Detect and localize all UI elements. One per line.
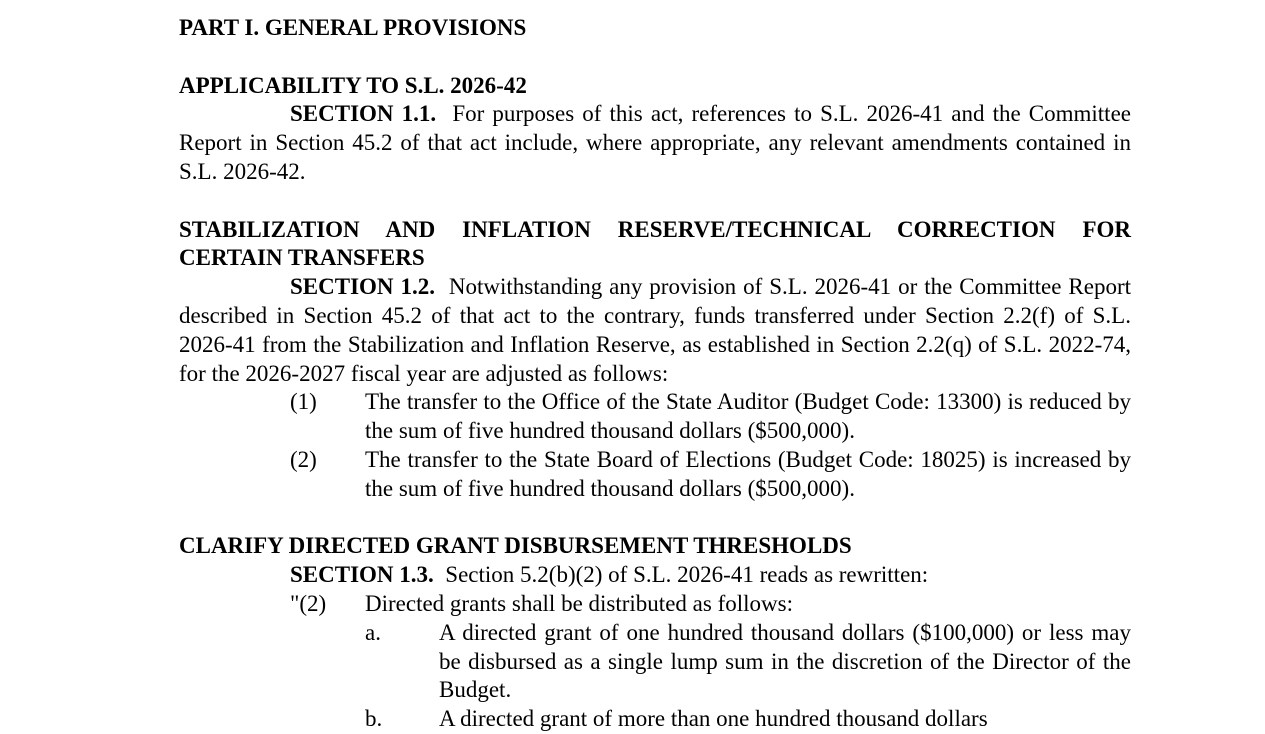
section-1-3-paragraph <box>179 561 1131 590</box>
section-1-2-paragraph <box>179 273 1131 388</box>
section-heading-directed-grants: CLARIFY DIRECTED GRANT DISBURSEMENT THRESHOLDS <box>179 533 852 559</box>
sub-list-item <box>365 705 1131 734</box>
list-item-text: The transfer to the Office of the State Auditor (Budget Code: 13300) is reduced by the sum of five hundred thousand dollars ($500,000). <box>365 389 1131 444</box>
document-page <box>179 14 1131 734</box>
section-heading-applicability: APPLICABILITY TO S.L. 2026-42 <box>179 72 527 98</box>
section-label: SECTION 1.3. <box>290 562 434 588</box>
section-text: Notwithstanding any provision of S.L. 2026-41 or the Committee Report described in Section 45.2 of that act to the contrary, funds transferred under Section 2.2(f) of S.L. 2026-41 from the Stabilization and Inflation Reserve, as established in Section 2.2(q) of S.L. 2022-74, for the 2026-2027 fiscal year are adjusted as follows: <box>179 274 1131 386</box>
section-label: SECTION 1.2. <box>290 274 435 300</box>
sub-list-item-text: A directed grant of one hundred thousand dollars ($100,000) or less may be disbursed as a single lump sum in the discretion of the Director of the Budget. <box>439 619 1131 703</box>
sub-list-item-letter: a. <box>365 619 381 645</box>
section-text: For purposes of this act, references to S.L. 2026-41 and the Committee Report in Section 45.2 of that act include, where appropriate, any relevant amendments contained in S.L. 2026-42. <box>179 101 1131 184</box>
list-item-number: (1) <box>290 389 317 415</box>
part-title: PART I. GENERAL PROVISIONS <box>179 15 527 40</box>
quoted-list-item <box>290 590 1131 619</box>
list-item-number: (2) <box>290 446 317 472</box>
list-item-number: "(2) <box>290 590 327 616</box>
section-label: SECTION 1.1. <box>290 101 437 127</box>
list-item <box>290 446 1131 504</box>
list-item-text: The transfer to the State Board of Elections (Budget Code: 18025) is increased by the sum of five hundred thousand dollars ($500,000). <box>365 446 1131 501</box>
sub-list-item-letter: b. <box>365 706 383 732</box>
sub-list-item <box>365 619 1131 705</box>
section-heading-stabilization: STABILIZATION AND INFLATION RESERVE/TECHNICAL CORRECTION FOR CERTAIN TRANSFERS <box>179 216 1131 271</box>
section-1-1-paragraph <box>179 100 1131 186</box>
section-text: Section 5.2(b)(2) of S.L. 2026-41 reads as rewritten: <box>445 562 929 588</box>
list-item-text: Directed grants shall be distributed as follows: <box>365 590 793 616</box>
list-item <box>290 388 1131 446</box>
sub-list-item-text: A directed grant of more than one hundred thousand dollars <box>439 706 988 732</box>
